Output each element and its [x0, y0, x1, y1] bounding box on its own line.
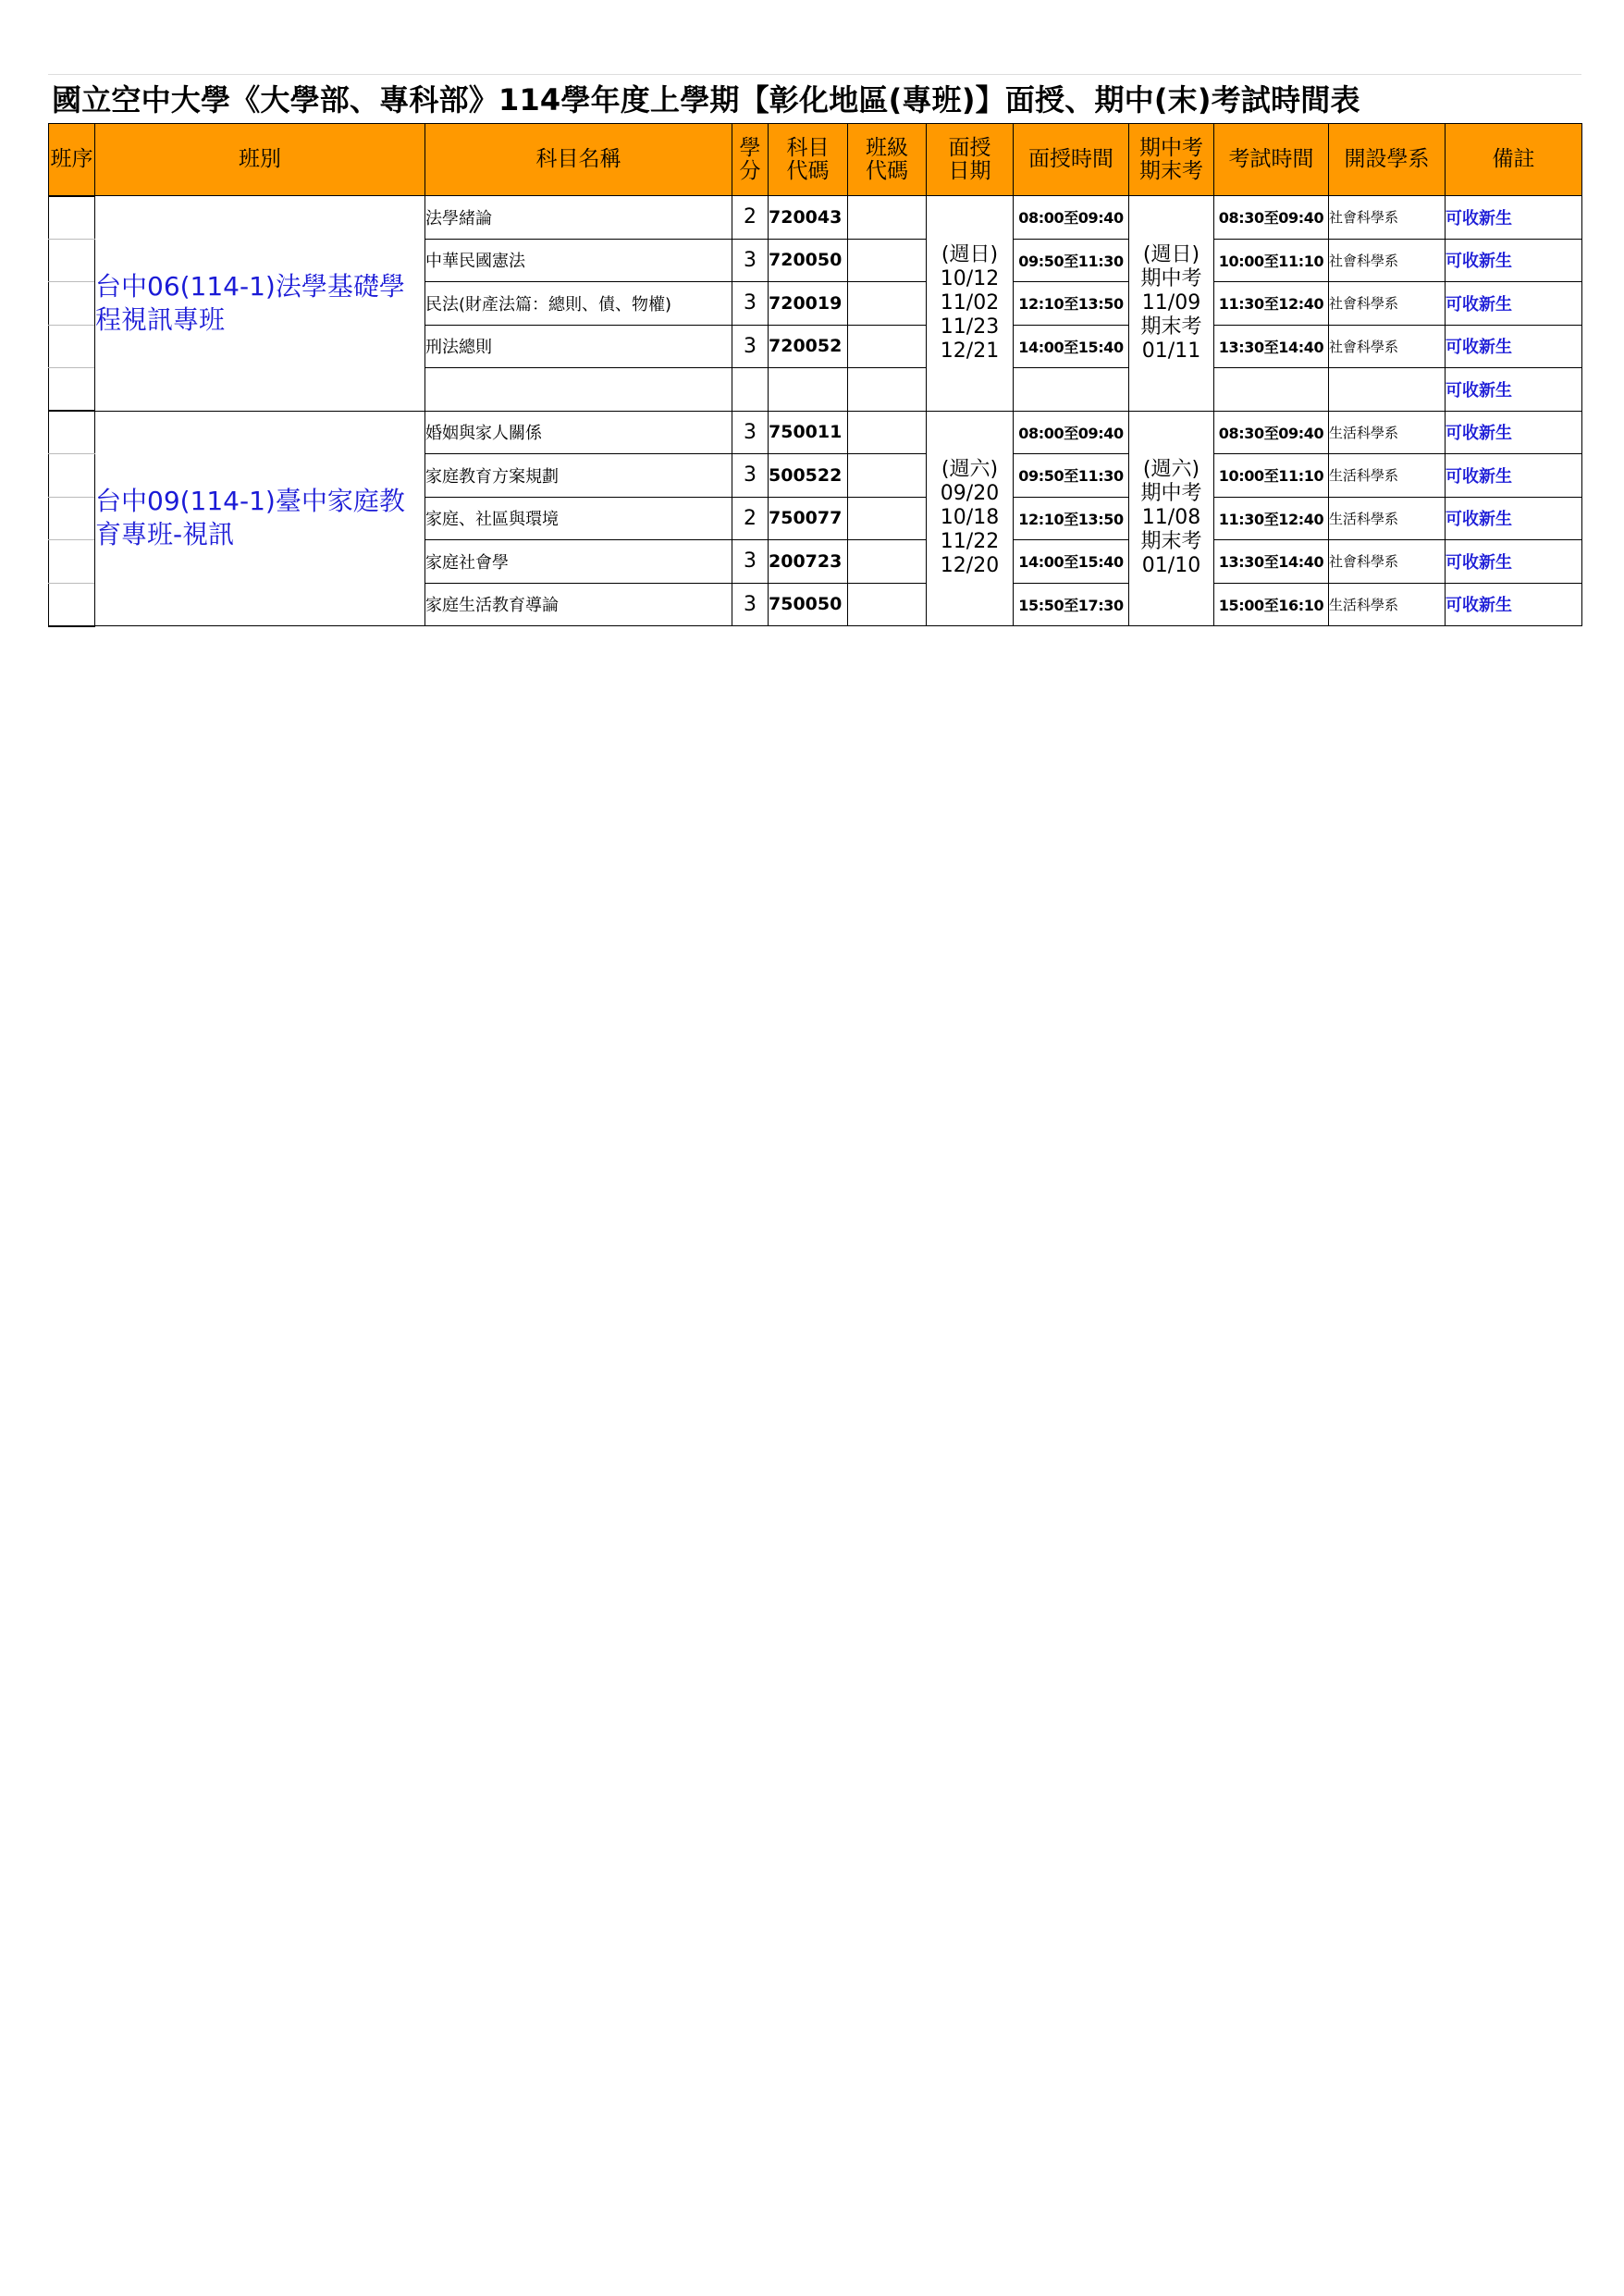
subject-cell: 家庭社會學: [425, 540, 732, 584]
credit-cell: 3: [732, 282, 769, 326]
credit-cell: [732, 368, 769, 412]
header-class: 班別: [95, 124, 425, 196]
note-cell: 可收新生: [1446, 239, 1582, 282]
header-exam-time: 考試時間: [1214, 124, 1329, 196]
code-cell: 720019: [769, 282, 848, 326]
exam-time-cell: 08:30至09:40: [1214, 196, 1329, 240]
dept-cell: 社會科學系: [1329, 282, 1446, 326]
class-code-cell: [848, 497, 927, 540]
code-cell: 500522: [769, 454, 848, 498]
header-seq: 班序: [49, 124, 95, 196]
face-time-cell: 09:50至11:30: [1014, 239, 1129, 282]
seq-cell: [49, 411, 95, 454]
face-dates-cell: (週日) 10/12 11/02 11/23 12/21: [927, 196, 1014, 412]
exam-time-cell: 15:00至16:10: [1214, 583, 1329, 626]
credit-cell: 2: [732, 497, 769, 540]
class-code-cell: [848, 196, 927, 240]
class-code-cell: [848, 454, 927, 498]
subject-cell: 法學緒論: [425, 196, 732, 240]
header-exam-date: 期中考 期末考: [1129, 124, 1214, 196]
table-row: [49, 196, 1582, 240]
page-title: 國立空中大學《大學部、專科部》114學年度上學期【彰化地區(專班)】面授、期中(末)考試時間表: [52, 82, 1360, 117]
face-time-cell: 14:00至15:40: [1014, 540, 1129, 584]
face-time-cell: 14:00至15:40: [1014, 325, 1129, 368]
top-rule: [48, 74, 1581, 75]
credit-cell: 3: [732, 583, 769, 626]
subject-cell: 婚姻與家人關係: [425, 411, 732, 454]
note-cell: 可收新生: [1446, 325, 1582, 368]
header-row: [49, 124, 1582, 196]
class-code-cell: [848, 368, 927, 412]
exam-time-cell: [1214, 368, 1329, 412]
face-time-cell: 08:00至09:40: [1014, 196, 1129, 240]
seq-cell: [49, 196, 95, 240]
subject-cell: 家庭生活教育導論: [425, 583, 732, 626]
exam-dates-cell: (週日) 期中考 11/09 期末考 01/11: [1129, 196, 1214, 412]
face-dates-cell: (週六) 09/20 10/18 11/22 12/20: [927, 411, 1014, 626]
subject-cell: 刑法總則: [425, 325, 732, 368]
seq-cell: [49, 583, 95, 626]
dept-cell: 生活科學系: [1329, 454, 1446, 498]
credit-cell: 3: [732, 454, 769, 498]
header-code: 科目 代碼: [769, 124, 848, 196]
schedule-table: [48, 123, 1582, 627]
table-row: [49, 411, 1582, 454]
subject-cell: 民法(財產法篇：總則、債、物權): [425, 282, 732, 326]
exam-time-cell: 13:30至14:40: [1214, 540, 1329, 584]
note-cell: 可收新生: [1446, 411, 1582, 454]
face-time-cell: 08:00至09:40: [1014, 411, 1129, 454]
seq-cell: [49, 454, 95, 498]
code-cell: 720052: [769, 325, 848, 368]
dept-cell: 社會科學系: [1329, 325, 1446, 368]
class-code-cell: [848, 540, 927, 584]
face-time-cell: [1014, 368, 1129, 412]
code-cell: 720050: [769, 239, 848, 282]
class-name-cell: 台中06(114-1)法學基礎學程視訊專班: [95, 196, 425, 412]
note-cell: 可收新生: [1446, 454, 1582, 498]
seq-cell: [49, 239, 95, 282]
code-cell: 750050: [769, 583, 848, 626]
dept-cell: 社會科學系: [1329, 196, 1446, 240]
code-cell: 750011: [769, 411, 848, 454]
exam-time-cell: 10:00至11:10: [1214, 239, 1329, 282]
dept-cell: 生活科學系: [1329, 583, 1446, 626]
exam-time-cell: 10:00至11:10: [1214, 454, 1329, 498]
seq-cell: [49, 325, 95, 368]
seq-cell: [49, 368, 95, 412]
seq-cell: [49, 282, 95, 326]
seq-cell: [49, 497, 95, 540]
face-time-cell: 15:50至17:30: [1014, 583, 1129, 626]
header-subject: 科目名稱: [425, 124, 732, 196]
credit-cell: 3: [732, 325, 769, 368]
subject-cell: 家庭教育方案規劃: [425, 454, 732, 498]
exam-time-cell: 11:30至12:40: [1214, 282, 1329, 326]
exam-time-cell: 13:30至14:40: [1214, 325, 1329, 368]
credit-cell: 3: [732, 239, 769, 282]
note-cell: 可收新生: [1446, 583, 1582, 626]
code-cell: 720043: [769, 196, 848, 240]
face-time-cell: 09:50至11:30: [1014, 454, 1129, 498]
seq-cell: [49, 540, 95, 584]
class-code-cell: [848, 282, 927, 326]
subject-cell: [425, 368, 732, 412]
subject-cell: 家庭、社區與環境: [425, 497, 732, 540]
subject-cell: 中華民國憲法: [425, 239, 732, 282]
code-cell: 750077: [769, 497, 848, 540]
face-time-cell: 12:10至13:50: [1014, 497, 1129, 540]
dept-cell: 生活科學系: [1329, 411, 1446, 454]
header-face-time: 面授時間: [1014, 124, 1129, 196]
note-cell: 可收新生: [1446, 282, 1582, 326]
header-face-date: 面授 日期: [927, 124, 1014, 196]
header-class-code: 班級 代碼: [848, 124, 927, 196]
note-cell: 可收新生: [1446, 196, 1582, 240]
credit-cell: 2: [732, 196, 769, 240]
code-cell: [769, 368, 848, 412]
class-name-cell: 台中09(114-1)臺中家庭教育專班-視訊: [95, 411, 425, 626]
exam-time-cell: 11:30至12:40: [1214, 497, 1329, 540]
exam-time-cell: 08:30至09:40: [1214, 411, 1329, 454]
credit-cell: 3: [732, 411, 769, 454]
credit-cell: 3: [732, 540, 769, 584]
header-note: 備註: [1446, 124, 1582, 196]
header-credit: 學 分: [732, 124, 769, 196]
dept-cell: [1329, 368, 1446, 412]
class-code-cell: [848, 411, 927, 454]
face-time-cell: 12:10至13:50: [1014, 282, 1129, 326]
exam-dates-cell: (週六) 期中考 11/08 期末考 01/10: [1129, 411, 1214, 626]
dept-cell: 社會科學系: [1329, 239, 1446, 282]
dept-cell: 生活科學系: [1329, 497, 1446, 540]
class-code-cell: [848, 325, 927, 368]
class-code-cell: [848, 239, 927, 282]
note-cell: 可收新生: [1446, 540, 1582, 584]
class-code-cell: [848, 583, 927, 626]
dept-cell: 社會科學系: [1329, 540, 1446, 584]
note-cell: 可收新生: [1446, 497, 1582, 540]
note-cell: 可收新生: [1446, 368, 1582, 412]
header-dept: 開設學系: [1329, 124, 1446, 196]
code-cell: 200723: [769, 540, 848, 584]
